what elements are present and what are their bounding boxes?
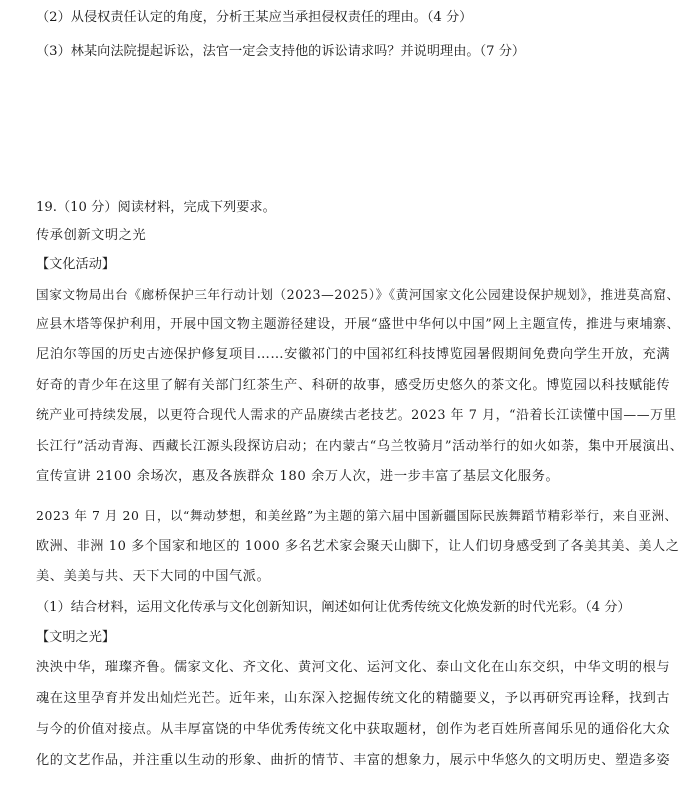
question-18-part-2: （2）从侵权责任认定的角度，分析王某应当承担侵权责任的理由。（4 分）	[36, 10, 473, 25]
paragraph-line: 国家文物局出台《廊桥保护三年行动计划（2023—2025）》《黄河国家文化公园建设保护规划》，推进莫高窟、	[36, 287, 680, 302]
section-title-civilization-light: 【文明之光】	[36, 630, 116, 645]
paragraph-line: 长江行”活动青海、西藏长江源头段探访启动；在内蒙古“乌兰牧骑月”活动举行的如火如荼，集中开展演出、	[36, 439, 684, 454]
section-title-culture-activities: 【文化活动】	[36, 257, 116, 272]
question-19-part-1: （1）结合材料，运用文化传承与文化创新知识，阐述如何让优秀传统文化焕发新的时代光彩。（4 分）	[36, 600, 631, 615]
paragraph-line: 欧洲、非洲 10 多个国家和地区的 1000 多名艺术家会聚天山脚下，让人们切身感受到了各美其美、美人之	[36, 539, 680, 554]
paragraph-line: 尼泊尔等国的历史古迹保护修复项目……安徽祁门的中国祁红科技博览园暑假期间免费向学生开放，充满	[36, 347, 671, 362]
paragraph-line: 泱泱中华，璀璨齐鲁。儒家文化、齐文化、黄河文化、运河文化、泰山文化在山东交织，中华文明的根与	[36, 660, 671, 675]
material-title: 传承创新文明之光	[36, 228, 147, 243]
paragraph-line: 2023 年 7 月 20 日，以“舞动梦想，和美丝路”为主题的第六届中国新疆国际民族舞蹈节精彩举行，来自亚洲、	[36, 508, 678, 523]
paragraph-line: 应县木塔等保护利用，开展中国文物主题游径建设，开展“盛世中华何以中国”网上主题宣传，推进与柬埔寨、	[36, 317, 680, 332]
paragraph-line: 美、美美与共、天下大同的中国气派。	[36, 569, 271, 584]
paragraph-line: 统产业可持续发展，以更符合现代人需求的产品赓续古老技艺。2023 年 7 月，“沿着长江读懂中国——万里	[36, 408, 677, 423]
paragraph-line: 好奇的青少年在这里了解有关部门红茶生产、科研的故事，感受历史悠久的茶文化。博览园以科技赋能传	[36, 378, 671, 393]
paragraph-line: 与今的价值对接点。从丰厚富饶的中华优秀传统文化中获取题材，创作为老百姓所喜闻乐见的通俗化大众	[36, 722, 671, 737]
paragraph-line: 宣传宣讲 2100 余场次，惠及各族群众 180 余万人次，进一步丰富了基层文化服务。	[36, 469, 560, 484]
paragraph-line: 魂在这里孕育并发出灿烂光芒。近年来，山东深入挖掘传统文化的精髓要义，予以再研究再诠释，找到古	[36, 691, 671, 706]
question-19-header: 19.（10 分）阅读材料，完成下列要求。	[36, 200, 276, 215]
paragraph-line: 化的文艺作品，并注重以生动的形象、曲折的情节、丰富的想象力，展示中华悠久的文明历史、塑造多姿	[36, 753, 671, 768]
question-18-part-3: （3）林某向法院提起诉讼，法官一定会支持他的诉讼请求吗？并说明理由。（7 分）	[36, 44, 526, 59]
